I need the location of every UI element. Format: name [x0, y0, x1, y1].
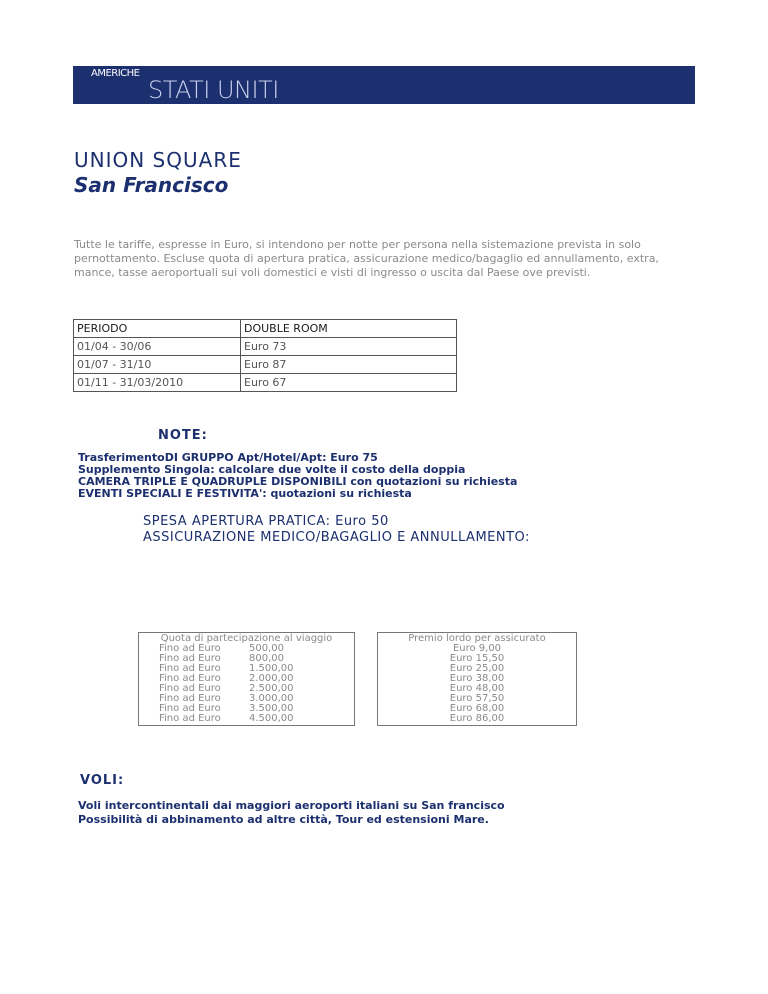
insurance-label: Fino ad Euro	[159, 653, 221, 664]
file-fee-line: SPESA APERTURA PRATICA: Euro 50	[143, 514, 389, 529]
notes-list	[78, 452, 517, 500]
insurance-premium-header: Premio lordo per assicurato	[408, 633, 546, 644]
period-cell: 01/04 - 30/06	[74, 338, 241, 356]
insurance-label: Fino ad Euro	[159, 643, 221, 654]
hotel-city: San Francisco	[74, 173, 229, 197]
voli-line: Voli intercontinentali dai maggiori aeroporti italiani su San francisco	[78, 799, 505, 812]
insurance-amount: 2.000,00	[249, 673, 294, 684]
insurance-premium: Euro 38,00	[449, 673, 505, 684]
price-cell: Euro 73	[241, 338, 457, 356]
notes-heading: NOTE:	[158, 428, 208, 443]
insurance-premium: Euro 68,00	[449, 703, 505, 714]
hotel-name: UNION SQUARE	[74, 148, 242, 172]
insurance-amount: 800,00	[249, 653, 284, 664]
insurance-premium: Euro 57,50	[449, 693, 505, 704]
country-title: STATI UNITI	[148, 76, 279, 104]
insurance-row	[139, 714, 354, 724]
insurance-premium: Euro 15,50	[449, 653, 505, 664]
insurance-amount: 3.500,00	[249, 703, 294, 714]
insurance-premium: Euro 86,00	[449, 713, 505, 724]
table-row	[74, 356, 457, 374]
note-line: CAMERA TRIPLE E QUADRUPLE DISPONIBILI con quotazioni su richiesta	[78, 475, 518, 488]
header-double-room: DOUBLE ROOM	[241, 320, 457, 338]
insurance-label: Fino ad Euro	[159, 683, 221, 694]
insurance-label: Fino ad Euro	[159, 663, 221, 674]
insurance-quota-column	[138, 632, 355, 726]
insurance-label: Fino ad Euro	[159, 703, 221, 714]
insurance-premium: Euro 25,00	[449, 663, 505, 674]
table-row	[74, 338, 457, 356]
rates-header-row	[74, 320, 457, 338]
insurance-premium: Euro 9,00	[452, 643, 502, 654]
insurance-amount: 2.500,00	[249, 683, 294, 694]
insurance-amount: 500,00	[249, 643, 284, 654]
insurance-amount: 3.000,00	[249, 693, 294, 704]
table-row	[74, 374, 457, 392]
period-cell: 01/07 - 31/10	[74, 356, 241, 374]
insurance-label: Fino ad Euro	[159, 693, 221, 704]
voli-line: Possibilità di abbinamento ad altre città, Tour ed estensioni Mare.	[78, 813, 489, 826]
insurance-premium: Euro 48,00	[449, 683, 505, 694]
insurance-quota-header: Quota di partecipazione al viaggio	[160, 633, 333, 644]
insurance-amount: 1.500,00	[249, 663, 294, 674]
insurance-label: Fino ad Euro	[159, 713, 221, 724]
region-label: AMERICHE	[91, 68, 140, 79]
insurance-premium-column	[377, 632, 577, 726]
note-line: EVENTI SPECIALI E FESTIVITA': quotazioni su richiesta	[78, 487, 412, 500]
fees-block	[143, 514, 530, 546]
header-banner	[73, 66, 695, 104]
intro-text: Tutte le tariffe, espresse in Euro, si intendono per notte per persona nella sistemazione prevista in solo pernottamento. Escluse quota di apertura pratica, assicurazione medico/bagaglio ed annullamento, extra, mance, tasse aeroportuali sui voli domestici e visti di ingresso o uscita dal Paese ove previsti.	[74, 238, 659, 279]
price-cell: Euro 87	[241, 356, 457, 374]
period-cell: 01/11 - 31/03/2010	[74, 374, 241, 392]
note-line: Supplemento Singola: calcolare due volte il costo della doppia	[78, 463, 466, 476]
insurance-title: ASSICURAZIONE MEDICO/BAGAGLIO E ANNULLAMENTO:	[143, 530, 530, 545]
insurance-label: Fino ad Euro	[159, 673, 221, 684]
note-line: TrasferimentoDI GRUPPO Apt/Hotel/Apt: Euro 75	[78, 451, 378, 464]
insurance-amount: 4.500,00	[249, 713, 294, 724]
voli-text	[78, 799, 505, 827]
header-periodo: PERIODO	[74, 320, 241, 338]
rates-table	[73, 319, 457, 392]
voli-heading: VOLI:	[80, 773, 125, 788]
price-cell: Euro 67	[241, 374, 457, 392]
